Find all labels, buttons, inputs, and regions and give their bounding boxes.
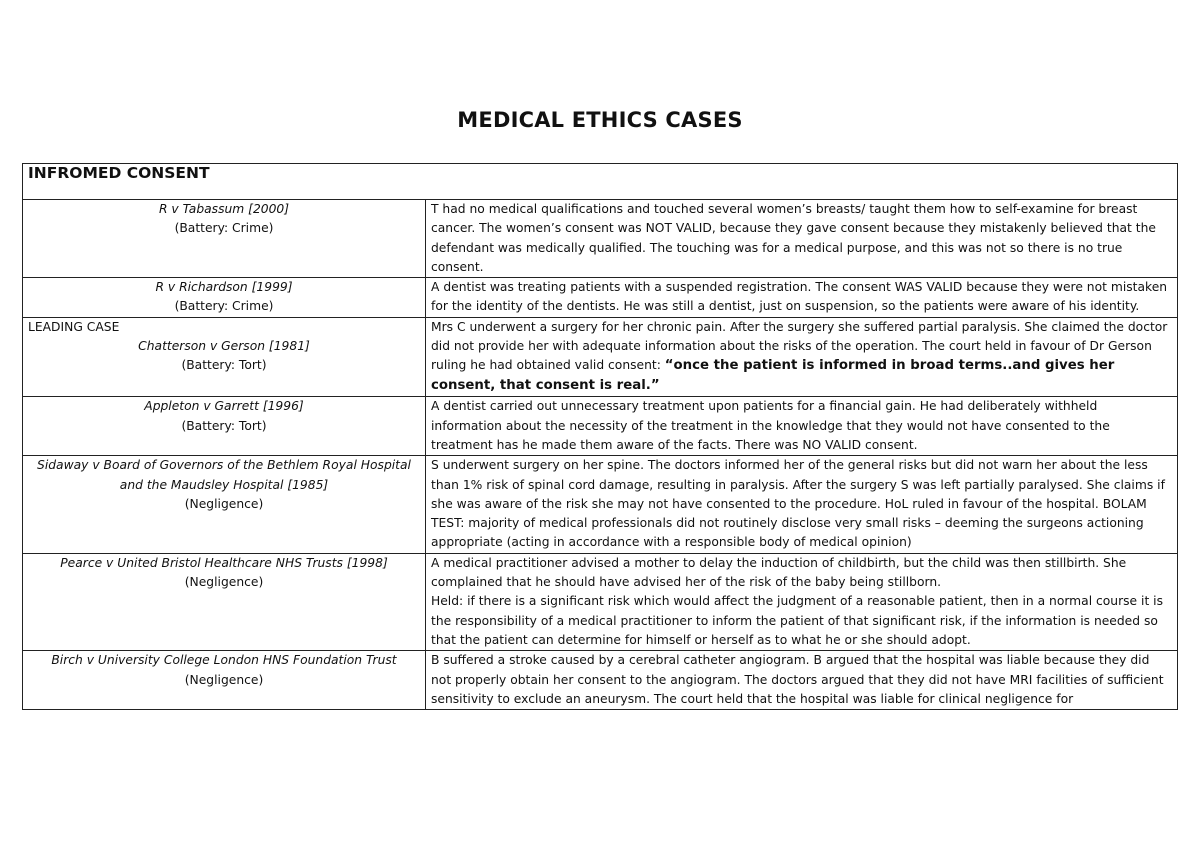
cases-table bbox=[22, 163, 1178, 710]
case-cell bbox=[23, 456, 426, 553]
case-type: (Negligence) bbox=[184, 672, 264, 687]
case-cell bbox=[23, 651, 426, 710]
case-description bbox=[426, 553, 1178, 650]
held-text: Held: if there is a significant risk which would affect the judgment of a reasonable patient, then in a normal course it is the responsibility of a medical practitioner to inform the patient of that significant risk, if the information is needed so that the patient can determine for himself or herself as to what he or she should adopt. bbox=[431, 594, 1164, 647]
case-cell bbox=[23, 397, 426, 456]
table-row bbox=[23, 278, 1178, 318]
case-description bbox=[426, 651, 1178, 710]
case-cell bbox=[23, 278, 426, 318]
section-header-row bbox=[23, 164, 1178, 200]
table-row bbox=[23, 397, 1178, 456]
case-name: Appleton v Garrett [1996] bbox=[144, 399, 304, 414]
case-description bbox=[426, 456, 1178, 553]
case-type: (Negligence) bbox=[184, 496, 264, 511]
section-heading: INFROMED CONSENT bbox=[23, 164, 1178, 200]
description-text: A dentist was treating patients with a suspended registration. The consent WAS VALID because they were not mistaken for the identity of the dentists. He was still a dentist, just on suspension, so the patients were aware of his identity. bbox=[431, 280, 1168, 314]
page-title: MEDICAL ETHICS CASES bbox=[457, 108, 743, 132]
description-text: A medical practitioner advised a mother to delay the induction of childbirth, but the child was then stillbirth. She complained that he should have advised her of the risk of the baby being stillborn. bbox=[431, 555, 1127, 590]
description-text: Mrs C underwent a surgery for her chronic pain. After the surgery she suffered partial paralysis. She claimed the doctor did not provide her with adequate information about the risks of the operation. The court held in favour of Dr Gerson ruling he had obtained valid consent: bbox=[431, 319, 1168, 373]
case-cell bbox=[23, 200, 426, 278]
case-type: (Negligence) bbox=[184, 575, 264, 590]
case-cell bbox=[23, 553, 426, 650]
case-name: R v Richardson [1999] bbox=[155, 280, 293, 295]
description-text: B suffered a stroke caused by a cerebral catheter angiogram. B argued that the hospital was liable because they did not properly obtain her consent to the angiogram. The doctors argued that they did not have MRI facilities of sufficient sensitivity to exclude an aneurysm. The court held that the hospital was liable for clinical negligence for bbox=[431, 653, 1164, 706]
case-name: Pearce v United Bristol Healthcare NHS Trusts [1998] bbox=[60, 555, 388, 570]
case-description bbox=[426, 397, 1178, 456]
case-cell bbox=[23, 317, 426, 397]
case-name: Sidaway v Board of Governors of the Bethlem Royal Hospital and the Maudsley Hospital [1985] bbox=[37, 458, 411, 492]
case-type: (Battery: Tort) bbox=[181, 358, 267, 373]
table-row bbox=[23, 317, 1178, 397]
table-row bbox=[23, 553, 1178, 650]
table-row bbox=[23, 200, 1178, 278]
case-type: (Battery: Crime) bbox=[174, 299, 274, 314]
description-text: S underwent surgery on her spine. The doctors informed her of the general risks but did not warn her about the less than 1% risk of spinal cord damage, resulting in paralysis. After the surgery S was left partially paralysed. She claims if she was aware of the risk she may not have consented to the procedure. HoL ruled in favour of the hospital. BOLAM TEST: majority of medical professionals did not routinely disclose very small risks – deeming the surgeons actioning appropriate (acting in accordance with a responsible body of medical opinion) bbox=[431, 458, 1165, 550]
description-text: A dentist carried out unnecessary treatment upon patients for a financial gain. He had deliberately withheld information about the necessity of the treatment in the knowledge that they would not have consented to the treatment has he made them aware of the facts. There was NO VALID consent. bbox=[431, 399, 1110, 452]
case-quote: “once the patient is informed in broad terms..and gives her consent, that consent is real.” bbox=[431, 358, 1115, 394]
table-row bbox=[23, 456, 1178, 553]
case-type: (Battery: Tort) bbox=[181, 418, 267, 433]
case-description bbox=[426, 200, 1178, 278]
description-text: T had no medical qualifications and touched several women’s breasts/ taught them how to self-examine for breast cancer. The women’s consent was NOT VALID, because they gave consent because they mistakenly believed that the defendant was medically qualified. The touching was for a medical purpose, and this was not so there is no true consent. bbox=[431, 202, 1156, 274]
case-name: Birch v University College London HNS Foundation Trust bbox=[51, 653, 397, 668]
case-description bbox=[426, 317, 1178, 397]
case-name: Chatterson v Gerson [1981] bbox=[138, 339, 310, 354]
case-type: (Battery: Crime) bbox=[174, 221, 274, 236]
table-row bbox=[23, 651, 1178, 710]
case-description bbox=[426, 278, 1178, 318]
leading-case-label: LEADING CASE bbox=[28, 319, 120, 334]
case-name: R v Tabassum [2000] bbox=[158, 202, 290, 216]
